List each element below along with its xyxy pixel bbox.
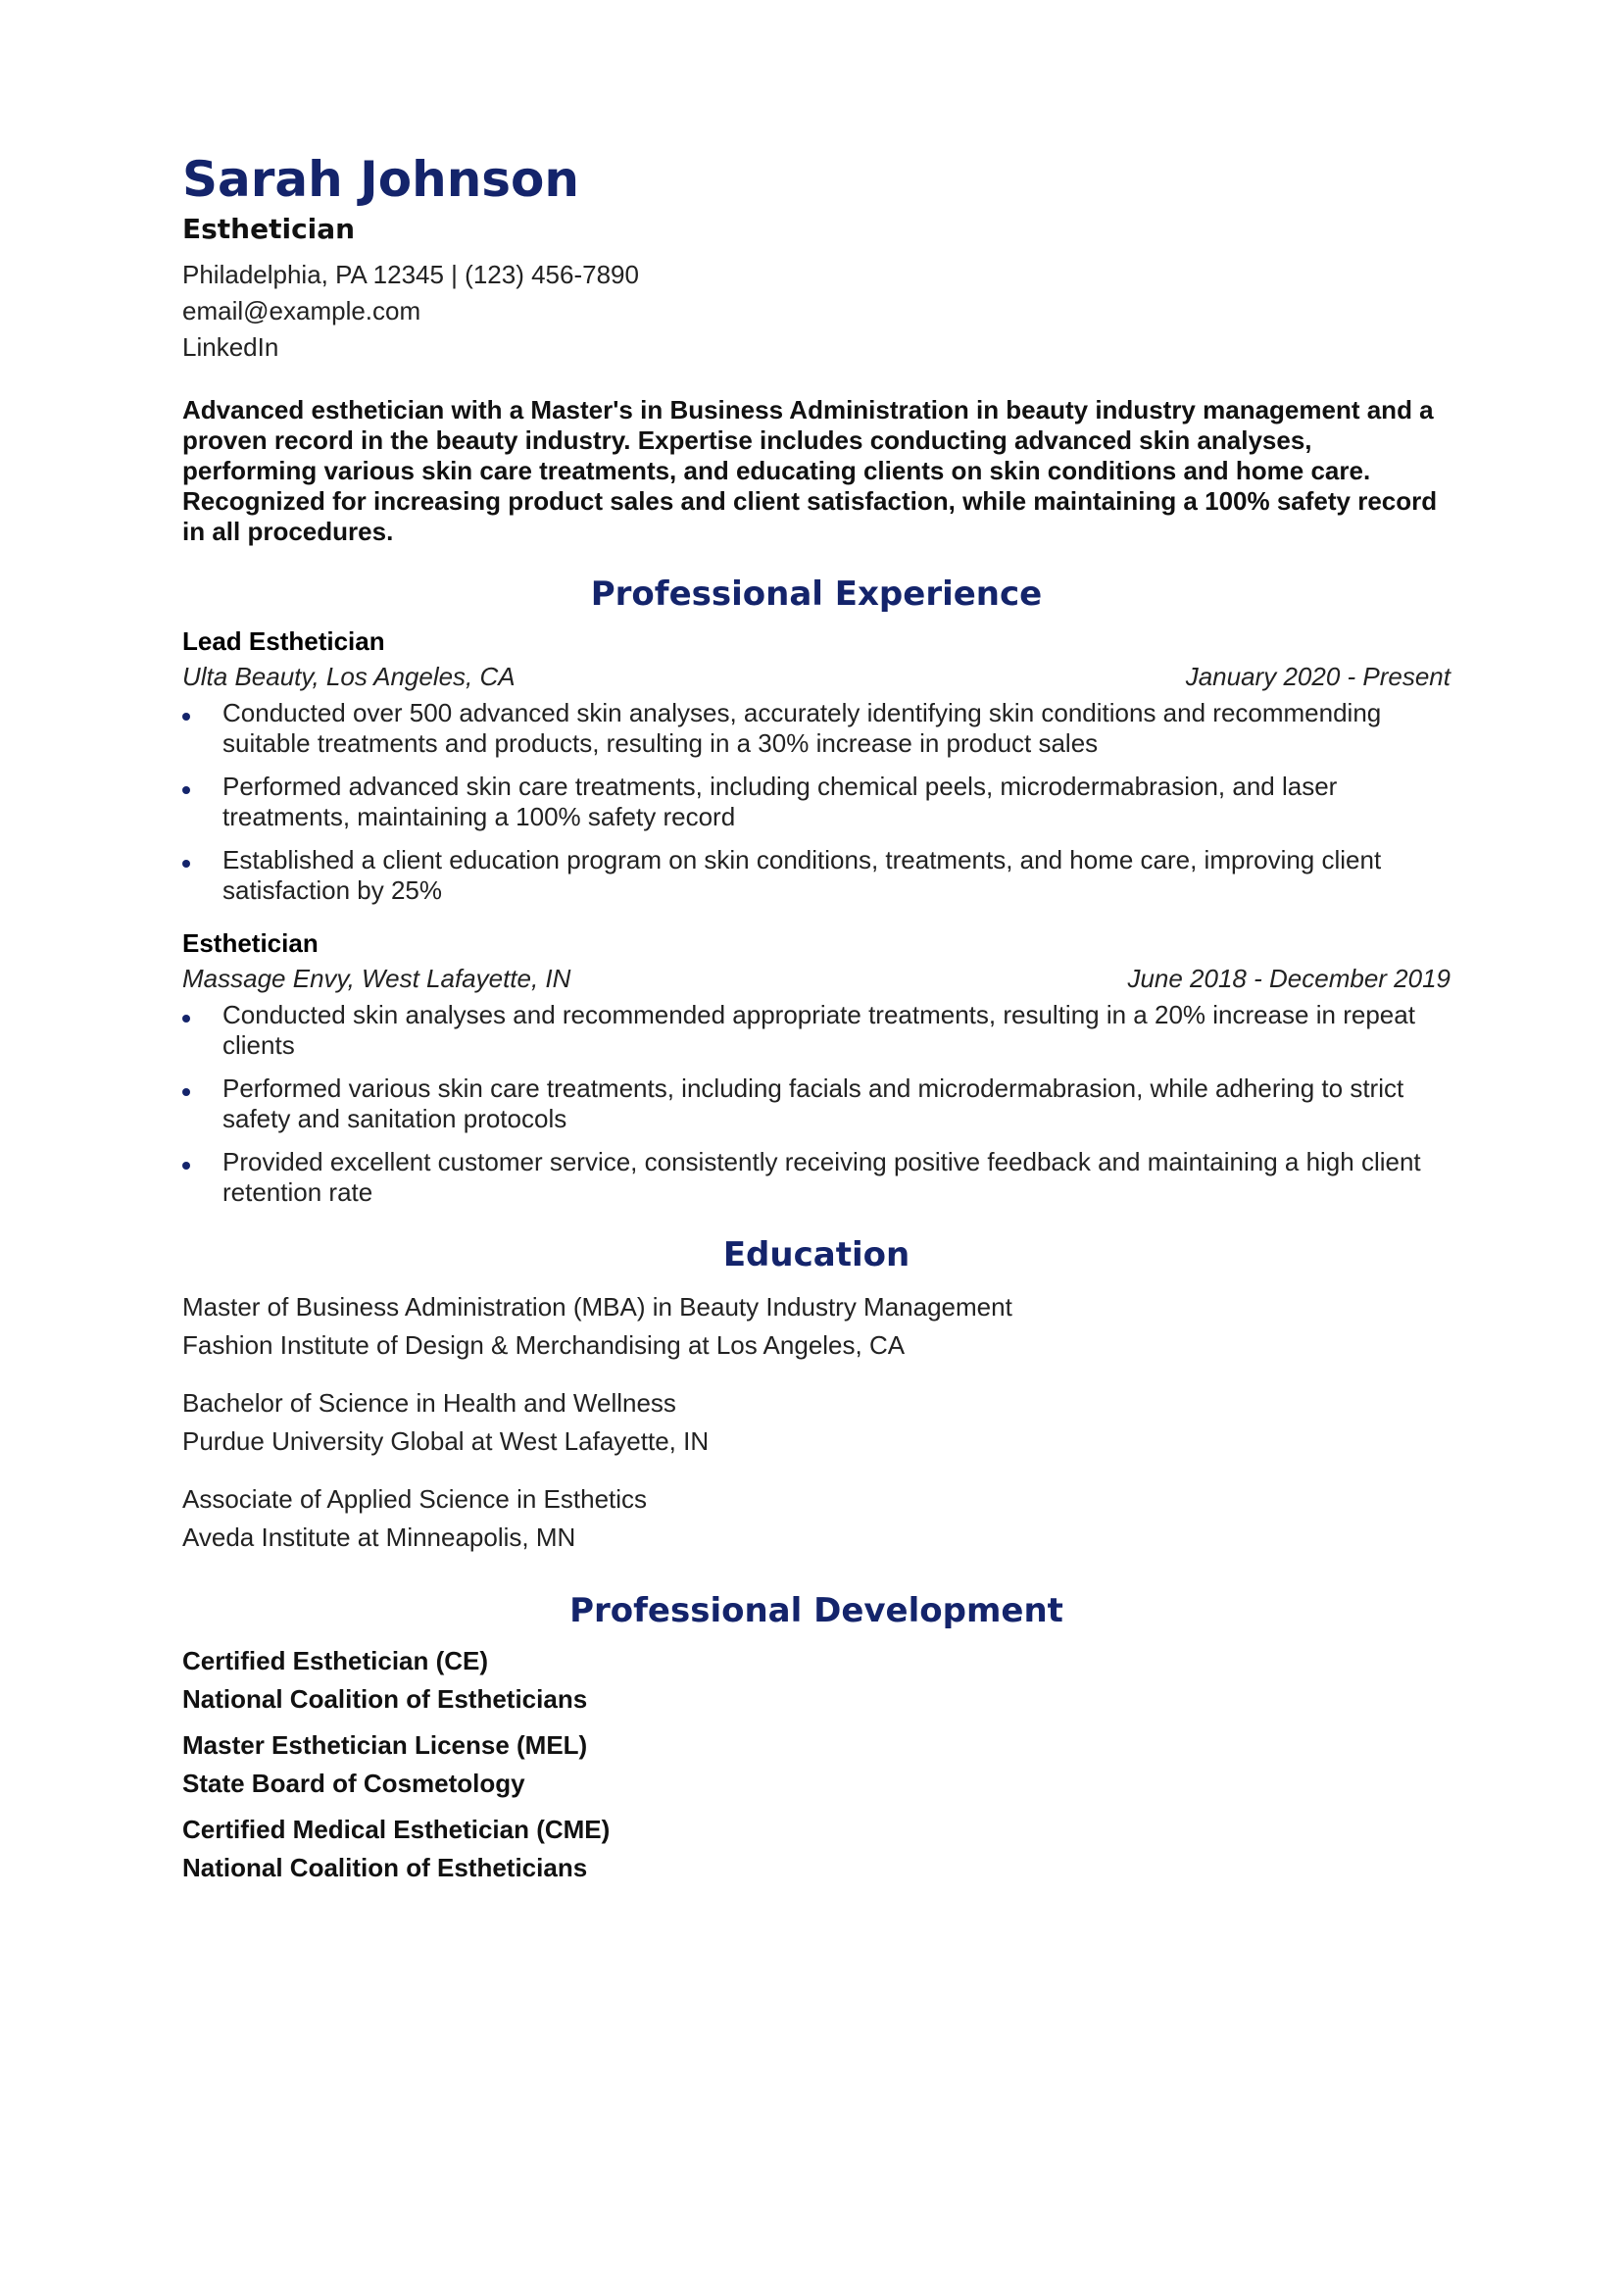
certification-org: National Coalition of Estheticians [182,1852,588,1882]
education-school: Aveda Institute at Minneapolis, MN [182,1522,576,1552]
job-entry [182,925,1451,1208]
bullet-text: Conducted over 500 advanced skin analyses, accurately identifying skin conditions and recommending suitable treatments and products, resulting in a 30% increase in product sales [222,698,1382,758]
job-entry-title: Lead Esthetician [182,626,385,656]
certification-name: Master Esthetician License (MEL) [182,1730,588,1760]
bullet-icon [182,860,190,868]
certification-org: State Board of Cosmetology [182,1768,525,1798]
education-entry [182,1480,1451,1556]
job-entry-meta [182,659,1451,694]
section-title-development: Professional Development [569,1591,1063,1630]
list-item [182,772,1451,832]
bullet-text: Established a client education program on skin conditions, treatments, and home care, improving client satisfaction by 25% [222,845,1382,905]
education-list [182,1288,1451,1556]
list-item [182,1000,1451,1061]
job-entry-meta [182,961,1451,996]
certification-entry [182,1811,1451,1886]
section-title-experience: Professional Experience [590,574,1043,614]
list-item [182,698,1451,759]
linkedin-link[interactable]: LinkedIn [182,332,279,362]
education-degree: Master of Business Administration (MBA) in Beauty Industry Management [182,1292,1012,1322]
bullet-icon [182,1088,190,1096]
bullet-icon [182,1162,190,1170]
job-entry-dates: January 2020 - Present [1185,662,1451,691]
email-link[interactable]: email@example.com [182,296,421,325]
professional-summary: Advanced esthetician with a Master's in Business Administration in beauty industry management and a proven record in the beauty industry. Expertise includes conducting advanced skin analyses, performing various skin care treatments, and educating clients on skin conditions and home care. Recognized for increasing product sales and client satisfaction, while maintaining a 100% safety record in all procedures. [182,395,1438,546]
list-item [182,845,1451,906]
job-entry-bullets [182,1000,1451,1208]
development-list [182,1642,1451,1886]
job-entry-company: Massage Envy, West Lafayette, IN [182,964,571,993]
education-degree: Associate of Applied Science in Esthetics [182,1484,648,1514]
certification-entry [182,1726,1451,1802]
bullet-text: Performed advanced skin care treatments, including chemical peels, microdermabrasion, and laser treatments, maintaining a 100% safety record [222,772,1338,831]
candidate-name: Sarah Johnson [182,151,580,208]
certification-name: Certified Esthetician (CE) [182,1646,489,1675]
list-item [182,1073,1451,1134]
job-entry-dates: June 2018 - December 2019 [1127,964,1451,993]
education-school: Fashion Institute of Design & Merchandising at Los Angeles, CA [182,1329,906,1360]
list-item [182,1147,1451,1208]
education-entry [182,1288,1451,1364]
education-school: Purdue University Global at West Lafayette, IN [182,1425,710,1456]
bullet-text: Performed various skin care treatments, including facials and microdermabrasion, while adhering to strict safety and sanitation protocols [222,1073,1404,1133]
bullet-icon [182,1015,190,1023]
job-title: Esthetician [182,213,356,245]
bullet-icon [182,786,190,794]
job-entry-company: Ulta Beauty, Los Angeles, CA [182,662,516,691]
certification-name: Certified Medical Esthetician (CME) [182,1815,611,1844]
education-entry [182,1384,1451,1460]
job-entry-bullets [182,698,1451,906]
bullet-text: Provided excellent customer service, consistently receiving positive feedback and maintaining a high client retention rate [222,1147,1421,1207]
bullet-icon [182,713,190,721]
job-entry [182,624,1451,906]
job-entry-title: Esthetician [182,928,319,958]
resume-page [182,147,1451,1895]
resume-header [182,147,1451,366]
section-title-education: Education [722,1235,910,1274]
certification-org: National Coalition of Estheticians [182,1683,588,1714]
certification-entry [182,1642,1451,1718]
location-phone: Philadelphia, PA 12345 | (123) 456-7890 [182,260,639,289]
bullet-text: Conducted skin analyses and recommended appropriate treatments, resulting in a 20% increase in repeat clients [222,1000,1415,1060]
education-degree: Bachelor of Science in Health and Wellness [182,1388,676,1418]
